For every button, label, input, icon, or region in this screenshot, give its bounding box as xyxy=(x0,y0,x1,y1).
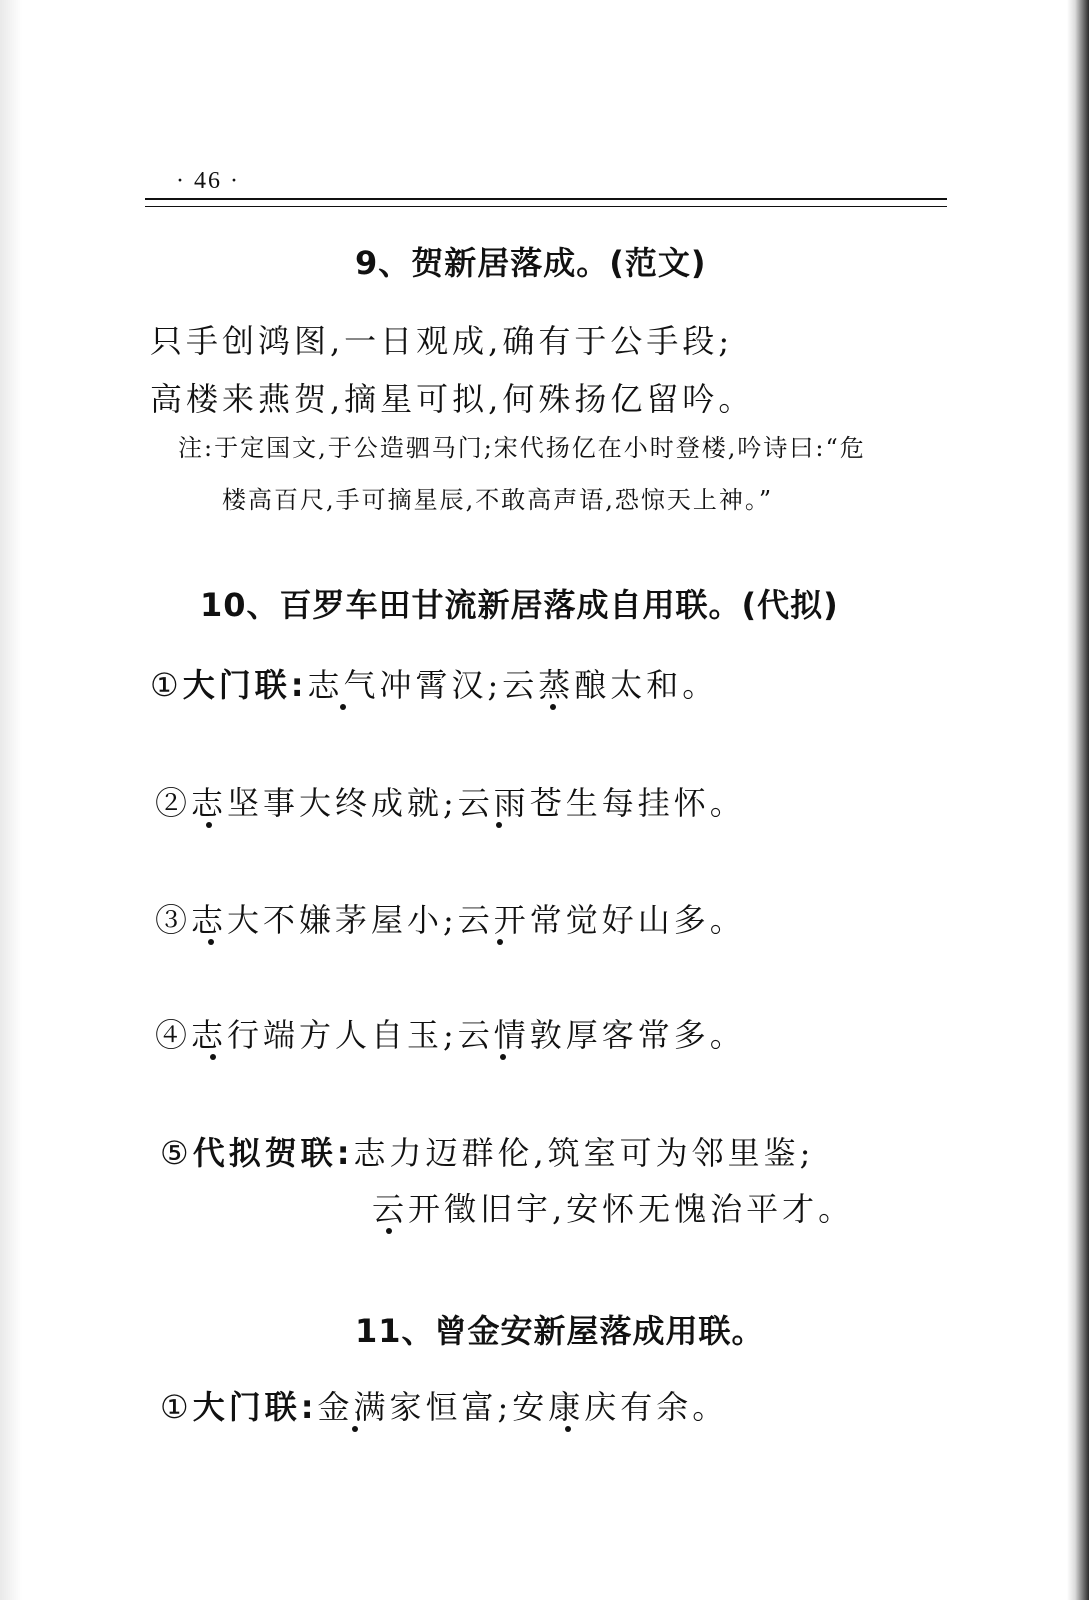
item-marker: ⑤ xyxy=(160,1134,193,1172)
item-text: 志大不嫌茅屋小;云开常觉好山多。 xyxy=(191,901,746,939)
item-text: 金满家恒富;安康庆有余。 xyxy=(317,1388,729,1426)
emphasis-dot xyxy=(496,822,502,828)
page-number: · 46 · xyxy=(176,168,240,194)
section-11-title: 11、曾金安新屋落成用联。 xyxy=(355,1312,765,1350)
item-marker: ① xyxy=(150,666,183,704)
section-10-item-5-line-2: 云开徵旧宇,安怀无愧治平才。 xyxy=(372,1190,855,1228)
item-label: 大门联: xyxy=(192,1388,318,1426)
item-marker: ④ xyxy=(155,1016,192,1054)
section-10-item-3 xyxy=(155,895,746,941)
section-10-item-2 xyxy=(155,778,746,824)
item-text: 志坚事大终成就;云雨苍生每挂怀。 xyxy=(191,784,746,822)
item-marker: ③ xyxy=(155,901,192,939)
emphasis-dot xyxy=(550,704,556,710)
page-edge-left xyxy=(0,0,22,1600)
emphasis-dot xyxy=(206,822,212,828)
item-text: 志行端方人自玉;云情敦厚客常多。 xyxy=(191,1016,746,1054)
emphasis-dot xyxy=(352,1426,358,1432)
item-marker: ① xyxy=(160,1388,193,1426)
emphasis-dot xyxy=(386,1228,392,1234)
section-10-item-5 xyxy=(160,1128,814,1174)
emphasis-dot xyxy=(497,939,503,945)
emphasis-dot xyxy=(500,1054,506,1060)
section-11-item-1 xyxy=(160,1382,728,1428)
section-9-line-2: 高楼来燕贺,摘星可拟,何殊扬亿留吟。 xyxy=(150,380,755,418)
item-label: 大门联: xyxy=(182,666,308,704)
section-9-note-line-1: 注:于定国文,于公造驷马门;宋代扬亿在小时登楼,吟诗曰:“危 xyxy=(178,434,866,462)
emphasis-dot xyxy=(340,704,346,710)
section-9-title: 9、贺新居落成。(范文) xyxy=(355,244,707,282)
item-label: 代拟贺联: xyxy=(192,1134,354,1172)
header-rule xyxy=(145,198,947,207)
item-text: 志力迈群伦,筑室可为邻里鉴; xyxy=(353,1134,815,1172)
item-marker: ② xyxy=(155,784,192,822)
item-text: 志气冲霄汉;云蒸酿太和。 xyxy=(307,666,719,704)
emphasis-dot xyxy=(208,939,214,945)
section-9-note-line-2: 楼高百尺,手可摘星辰,不敢高声语,恐惊天上神。” xyxy=(222,486,774,514)
emphasis-dot xyxy=(565,1426,571,1432)
section-10-item-1 xyxy=(150,660,718,706)
section-10-title: 10、百罗车田甘流新居落成自用联。(代拟) xyxy=(200,586,839,624)
section-9-line-1: 只手创鸿图,一日观成,确有于公手段; xyxy=(150,322,734,360)
section-10-item-4 xyxy=(155,1010,746,1056)
emphasis-dot xyxy=(210,1054,216,1060)
page-edge-right xyxy=(1067,0,1089,1600)
